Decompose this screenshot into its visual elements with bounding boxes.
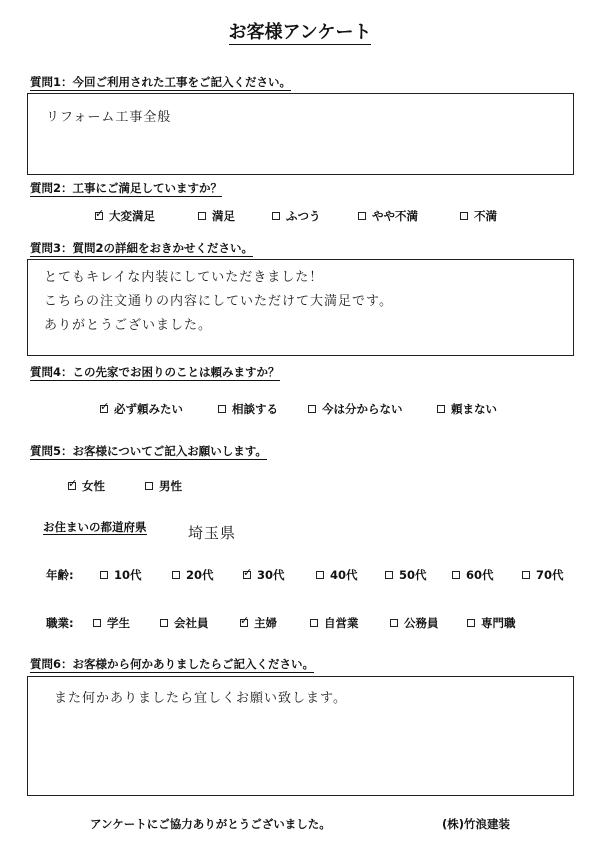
question-1-text: 今回ご利用された工事をご記入ください。 — [72, 75, 292, 89]
age-label: 年齢: — [46, 568, 74, 582]
request-option-no[interactable] — [437, 401, 497, 417]
satisfaction-option-dissatisfied[interactable] — [460, 208, 497, 224]
satisfaction-option-satisfied[interactable] — [198, 208, 235, 224]
job-option-office-worker[interactable] — [160, 615, 209, 631]
option-label: 大変満足 — [109, 209, 155, 223]
option-label: 30代 — [257, 568, 285, 582]
checkbox-checked[interactable] — [243, 571, 251, 579]
option-label: 20代 — [186, 568, 214, 582]
option-label: やや不満 — [372, 209, 418, 223]
question-3-label: 質問3： — [30, 241, 73, 255]
option-label: 必ず頼みたい — [114, 402, 183, 416]
gender-option-male[interactable] — [145, 478, 182, 494]
option-label: 50代 — [399, 568, 427, 582]
question-4-label: 質問4： — [30, 365, 73, 379]
option-label: 自営業 — [324, 616, 359, 630]
option-label: 男性 — [159, 479, 182, 493]
question-6 — [30, 656, 314, 672]
question-6-answer-box[interactable] — [27, 676, 574, 796]
option-label: 専門職 — [481, 616, 516, 630]
question-3-answer-line-3: ありがとうございました。 — [44, 318, 213, 333]
age-option-30s[interactable] — [243, 567, 285, 583]
satisfaction-option-neutral[interactable] — [272, 208, 321, 224]
question-3-answer-line-2: こちらの注文通りの内容にしていただけて大満足です。 — [44, 294, 393, 309]
option-label: 40代 — [330, 568, 358, 582]
job-option-self-employed[interactable] — [310, 615, 359, 631]
question-2-label: 質問2： — [30, 181, 73, 195]
question-6-label: 質問6： — [30, 657, 73, 671]
checkbox[interactable] — [145, 482, 153, 490]
option-label: 公務員 — [404, 616, 439, 630]
question-1-label: 質問1： — [30, 75, 73, 89]
checkbox[interactable] — [460, 212, 468, 220]
checkbox[interactable] — [358, 212, 366, 220]
job-option-homemaker[interactable] — [240, 615, 277, 631]
option-label: 60代 — [466, 568, 494, 582]
satisfaction-option-somewhat-dissatisfied[interactable] — [358, 208, 418, 224]
option-label: 頼まない — [451, 402, 497, 416]
option-label: 主婦 — [254, 616, 277, 630]
question-3-text: 質問2の詳細をおきかせください。 — [72, 241, 254, 255]
question-2-text: 工事にご満足していますか？ — [72, 181, 223, 195]
checkbox[interactable] — [308, 405, 316, 413]
age-option-70s[interactable] — [522, 567, 564, 583]
option-label: 今は分からない — [322, 402, 403, 416]
checkbox[interactable] — [160, 619, 168, 627]
option-label: 会社員 — [174, 616, 209, 630]
checkbox[interactable] — [272, 212, 280, 220]
prefecture-value: 埼玉県 — [188, 524, 237, 542]
question-3-answer-line-1: とてもキレイな内装にしていただきました！ — [44, 270, 324, 285]
checkbox-checked[interactable] — [95, 212, 103, 220]
option-label: 満足 — [212, 209, 235, 223]
checkbox-checked[interactable] — [68, 482, 76, 490]
question-1 — [30, 74, 291, 90]
survey-title-text: お客様アンケート — [228, 22, 372, 43]
option-label: 相談する — [232, 402, 278, 416]
checkbox[interactable] — [316, 571, 324, 579]
age-option-50s[interactable] — [385, 567, 427, 583]
checkbox[interactable] — [198, 212, 206, 220]
job-option-specialist[interactable] — [467, 615, 516, 631]
company-name: (株)竹浪建装 — [442, 817, 511, 831]
question-4-text: この先家でお困りのことは頼みますか？ — [72, 365, 280, 379]
question-2 — [30, 180, 222, 196]
request-option-consult[interactable] — [218, 401, 278, 417]
checkbox[interactable] — [522, 571, 530, 579]
question-1-answer: リフォーム工事全般 — [46, 110, 172, 125]
option-label: 70代 — [536, 568, 564, 582]
checkbox[interactable] — [390, 619, 398, 627]
checkbox[interactable] — [172, 571, 180, 579]
checkbox[interactable] — [452, 571, 460, 579]
gender-option-female[interactable] — [68, 478, 105, 494]
checkbox[interactable] — [437, 405, 445, 413]
thanks-message: アンケートにご協力ありがとうございました。 — [90, 817, 331, 831]
question-4 — [30, 364, 280, 380]
request-option-undecided[interactable] — [308, 401, 403, 417]
question-6-text: お客様から何かありましたらご記入ください。 — [72, 657, 315, 671]
question-3-answer-box[interactable] — [27, 259, 574, 356]
checkbox[interactable] — [310, 619, 318, 627]
prefecture-label — [43, 519, 147, 535]
checkbox-checked[interactable] — [100, 405, 108, 413]
option-label: 学生 — [107, 616, 130, 630]
checkbox[interactable] — [467, 619, 475, 627]
checkbox[interactable] — [385, 571, 393, 579]
question-5 — [30, 443, 267, 459]
checkbox[interactable] — [100, 571, 108, 579]
job-option-student[interactable] — [93, 615, 130, 631]
question-6-answer: また何かありましたら宜しくお願い致します。 — [54, 691, 347, 706]
question-1-answer-box[interactable] — [27, 93, 574, 175]
question-5-text: お客様についてご記入お願いします。 — [72, 444, 267, 458]
option-label: 10代 — [114, 568, 142, 582]
checkbox-checked[interactable] — [240, 619, 248, 627]
job-option-civil-servant[interactable] — [390, 615, 439, 631]
prefecture-label-text: お住まいの都道府県 — [43, 520, 147, 534]
request-option-definitely[interactable] — [100, 401, 183, 417]
satisfaction-option-very-satisfied[interactable] — [95, 208, 155, 224]
survey-title — [0, 18, 600, 44]
option-label: ふつう — [286, 209, 321, 223]
question-5-label: 質問5： — [30, 444, 73, 458]
age-option-10s[interactable] — [100, 567, 142, 583]
age-option-60s[interactable] — [452, 567, 494, 583]
occupation-label: 職業: — [46, 616, 74, 630]
age-option-20s[interactable] — [172, 567, 214, 583]
question-3 — [30, 240, 253, 256]
age-option-40s[interactable] — [316, 567, 358, 583]
checkbox[interactable] — [218, 405, 226, 413]
option-label: 不満 — [474, 209, 497, 223]
checkbox[interactable] — [93, 619, 101, 627]
option-label: 女性 — [82, 479, 105, 493]
